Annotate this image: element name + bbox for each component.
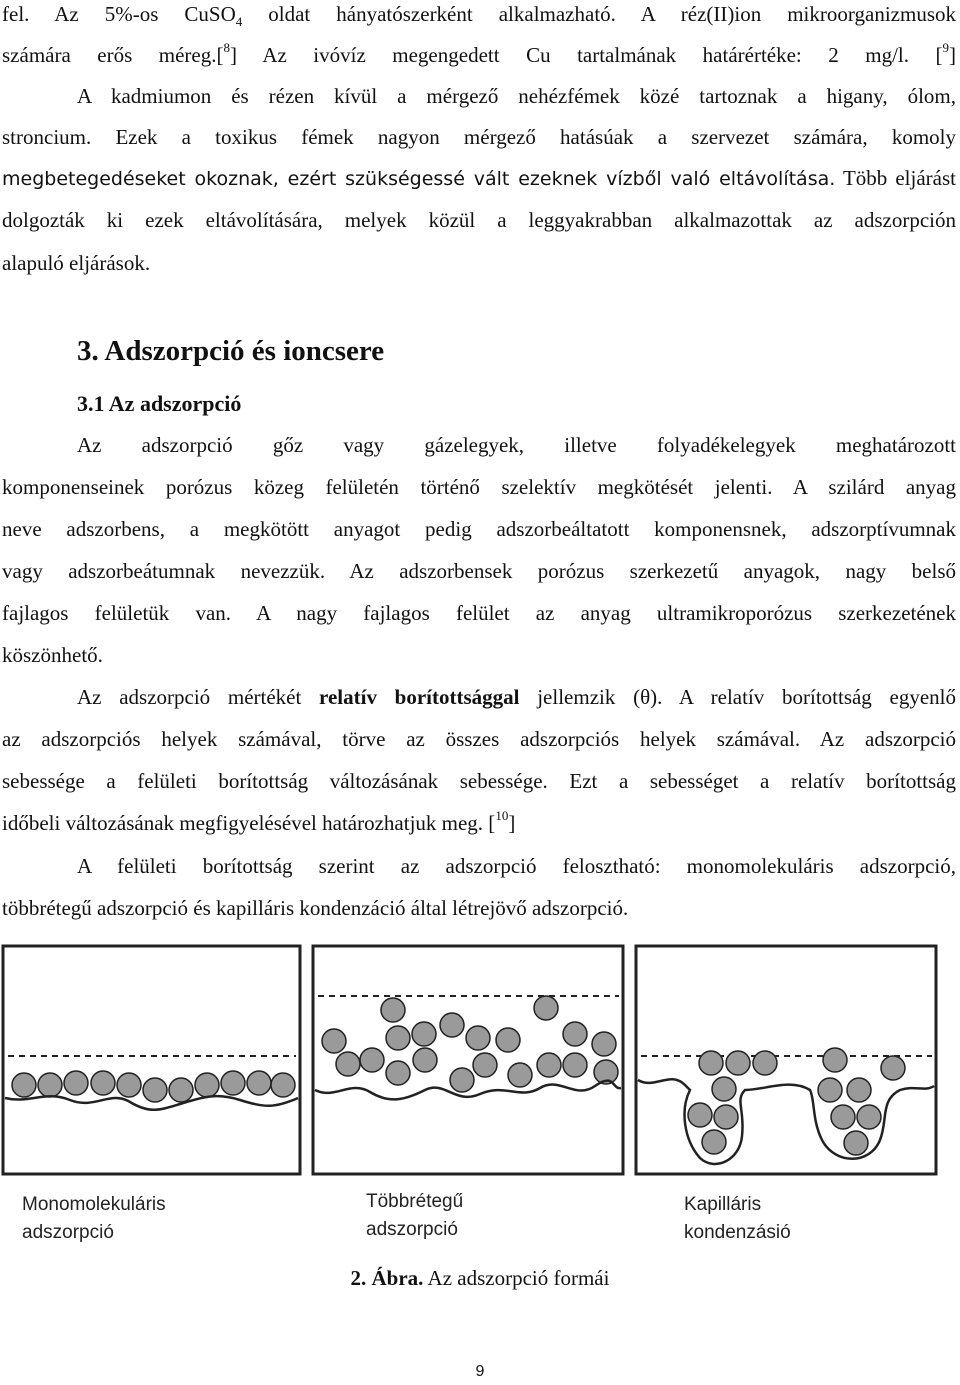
- bold-term: relatív borítottsággal: [319, 685, 520, 709]
- text-line: Az adszorpció gőz vagy gázelegyek, illetve folyadékelegyek meghatározott: [77, 433, 956, 457]
- text-line: vagy adszorbeátumnak nevezzük. Az adszorbensek porózus szerkezetű anyagok, nagy belső: [2, 559, 956, 583]
- panel-label-monomolecular-1: Monomolekuláris: [22, 1194, 166, 1215]
- text-line: stroncium. Ezek a toxikus fémek nagyon mérgező hatásúak a szervezet számára, komoly: [2, 125, 956, 149]
- text-line: számára erős méreg.[$^8$] Az ivóvíz megengedett Cu tartalmának határértéke: 2 mg/l. [$^9$]: [2, 40, 957, 67]
- text-line: dolgozták ki ezek eltávolítására, melyek közül a leggyakrabban alkalmazottak az adszorpción: [2, 208, 956, 232]
- panel-label-capillary-1: Kapilláris: [684, 1194, 762, 1215]
- caption-text: Az adszorpció formái: [423, 1266, 610, 1290]
- text-line: neve adszorbens, a megkötött anyagot pedig adszorbeáltatott komponensnek, adszorptívumnak: [2, 517, 956, 541]
- text-line: alapuló eljárások.: [2, 251, 151, 275]
- panel-frame: [3, 946, 300, 1174]
- text-line: komponenseinek porózus közeg felületén történő szelektív megkötését jelenti. A szilárd anyag: [2, 475, 956, 499]
- text-line: fel. Az 5%-os CuSO$_4$ oldat hányatószerként alkalmazható. A réz(II)ion mikroorganizmusok: [2, 2, 956, 30]
- text-line: sebessége a felületi borítottság változásának sebessége. Ezt a sebességet a relatív borítottság: [2, 769, 956, 793]
- panel-label-multilayer-2: adszorpció: [366, 1219, 458, 1240]
- text-line: időbeli változásának megfigyelésével határozhatjuk meg. [$^{10}$]: [2, 808, 516, 835]
- panel-label-multilayer-1: Többrétegű: [366, 1191, 464, 1212]
- text-line: Az adszorpció mértékét relatív borítottsággal jellemzik (θ). A relatív borítottság egyenlő: [77, 685, 956, 709]
- text-line: A kadmiumon és rézen kívül a mérgező nehézfémek közé tartoznak a higany, ólom,: [77, 84, 956, 108]
- figure-caption: [0, 1264, 960, 1292]
- adsorption-figure: [0, 940, 960, 1250]
- panel-label-capillary-2: kondenzásió: [684, 1222, 791, 1243]
- text-line: az adszorpciós helyek számával, törve az összes adszorpciós helyek számával. Az adszorpció: [2, 727, 956, 751]
- text-line: A felületi borítottság szerint az adszorpció felosztható: monomolekuláris adszorpció,: [77, 854, 956, 878]
- text-line: fajlagos felületük van. A nagy fajlagos felület az anyag ultramikroporózus szerkezetének: [2, 601, 956, 625]
- panel-multilayer: [313, 946, 623, 1174]
- caption-number: 2. Ábra.: [350, 1266, 424, 1290]
- panel-capillary: [636, 946, 936, 1174]
- page-number: 9: [475, 1363, 485, 1380]
- panel-monomolecular: [3, 946, 300, 1174]
- subsection-heading: 3.1 Az adszorpció: [77, 391, 242, 416]
- text-line: köszönhető.: [2, 643, 103, 667]
- text-line: többrétegű adszorpció és kapilláris kondenzáció által létrejövő adszorpció.: [2, 896, 629, 920]
- adsorption-diagram: [0, 940, 960, 1250]
- section-heading: 3. Adszorpció és ioncsere: [77, 335, 385, 367]
- text-line: megbetegedéseket okoznak, ezért szükségessé vált ezeknek vízből való eltávolítása. Több eljárást: [2, 166, 956, 190]
- panel-label-monomolecular-2: adszorpció: [22, 1222, 114, 1243]
